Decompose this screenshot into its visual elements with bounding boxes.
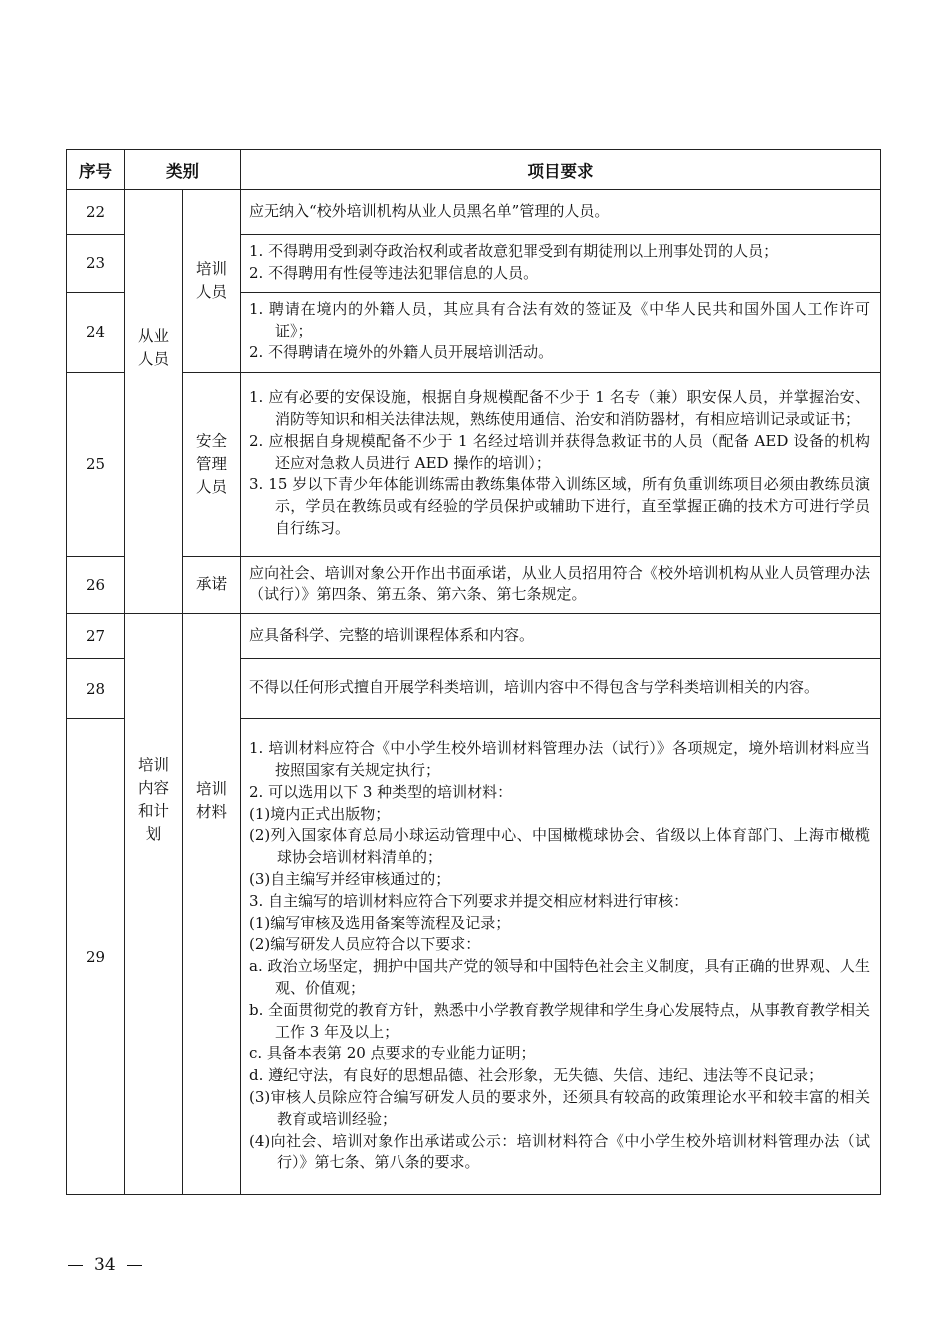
requirement-line: 3. 15 岁以下青少年体能训练需由教练集体带入训练区域，所有负重训练项目必须由教练员演示，学员在教练员或有经验的学员保护或辅助下进行，直至掌握正确的技术方可进行学员自行练习。	[249, 475, 870, 538]
requirement-line: 2. 应根据自身规模配备不少于 1 名经过培训并获得急救证书的人员（配备 AED 设备的机构还应对急救人员进行 AED 操作的培训）；	[249, 431, 870, 472]
requirement-cell	[241, 719, 881, 1195]
header-num: 序号	[67, 150, 125, 190]
category-commitment-label: 承诺	[195, 575, 227, 594]
category-training-staff	[183, 190, 241, 373]
requirement-line: a. 政治立场坚定，拥护中国共产党的领导和中国特色社会主义制度，具有正确的世界观、人生观、价值观；	[249, 957, 870, 997]
table-header-row	[67, 150, 881, 190]
category-staff-label: 从业人员	[137, 327, 169, 368]
requirement-line: (1)编写审核及选用备案等流程及记录；	[249, 913, 511, 932]
requirement-cell	[241, 614, 881, 659]
requirement-cell	[241, 292, 881, 372]
requirement-line: (3)自主编写并经审核通过的；	[249, 870, 451, 888]
requirement-line: 3. 自主编写的培训材料应符合下列要求并提交相应材料进行审核：	[249, 891, 689, 910]
category-content-plan-label: 培训内容和计划	[137, 756, 169, 844]
requirement-cell	[241, 190, 881, 235]
requirement-line: 1. 应有必要的安保设施，根据自身规模配备不少于 1 名专（兼）职安保人员，并掌握治安、消防等知识和相关法律法规，熟练使用通信、治安和消防器材，有相应培训记录或证书；	[249, 388, 870, 429]
row-number: 24	[67, 292, 125, 372]
requirement-line: b. 全面贯彻党的教育方针，熟悉中小学教育教学规律和学生身心发展特点，从事教育教学相关工作 3 年及以上；	[249, 1000, 870, 1041]
requirements-table	[66, 149, 881, 1195]
requirement-line: d. 遵纪守法，有良好的思想品德、社会形象，无失德、失信、违纪、违法等不良记录；	[249, 1066, 824, 1085]
requirement-line: 1. 聘请在境内的外籍人员，其应具有合法有效的签证及《中华人民共和国外国人工作许可证》；	[249, 299, 870, 340]
requirement-cell	[241, 556, 881, 614]
requirement-cell	[241, 659, 881, 719]
category-materials	[183, 614, 241, 1195]
category-safety-staff	[183, 372, 241, 556]
table-row	[67, 190, 881, 235]
category-safety-staff-label: 安全管理人员	[195, 431, 227, 496]
requirement-line: 应向社会、培训对象公开作出书面承诺，从业人员招用符合《校外培训机构从业人员管理办法（试行）》第四条、第五条、第六条、第七条规定。	[249, 563, 870, 604]
category-materials-label: 培训材料	[195, 780, 227, 822]
page-footer	[68, 1255, 142, 1275]
page-number: 34	[94, 1255, 116, 1275]
requirement-line: 应具备科学、完整的培训课程体系和内容。	[249, 625, 535, 644]
row-number: 22	[67, 190, 125, 235]
requirement-line: 应无纳入“校外培训机构从业人员黑名单”管理的人员。	[249, 201, 610, 220]
table-row	[67, 372, 881, 556]
table-row	[67, 556, 881, 614]
row-number: 29	[67, 719, 125, 1195]
row-number: 28	[67, 659, 125, 719]
requirement-line: c. 具备本表第 20 点要求的专业能力证明；	[249, 1044, 536, 1063]
requirement-line: (1)境内正式出版物；	[249, 804, 391, 823]
header-category: 类别	[125, 150, 241, 190]
requirement-line: 2. 不得聘用有性侵等违法犯罪信息的人员。	[249, 263, 539, 282]
row-number: 26	[67, 556, 125, 614]
requirement-line: 2. 不得聘请在境外的外籍人员开展培训活动。	[249, 343, 554, 362]
requirement-line: 1. 不得聘用受到剥夺政治权利或者故意犯罪受到有期徒刑以上刑事处罚的人员；	[249, 242, 779, 260]
category-training-staff-label: 培训人员	[195, 259, 227, 301]
row-number: 23	[67, 235, 125, 293]
footer-dash-right	[127, 1265, 142, 1267]
header-requirements: 项目要求	[241, 150, 881, 190]
requirement-line: 1. 培训材料应符合《中小学生校外培训材料管理办法（试行）》各项规定，境外培训材料应当按照国家有关规定执行；	[249, 739, 870, 780]
requirement-line: (3)审核人员除应符合编写研发人员的要求外，还须具有较高的政策理论水平和较丰富的相关教育或培训经验；	[249, 1087, 870, 1128]
requirements-table-container	[66, 149, 881, 1195]
row-number: 27	[67, 614, 125, 659]
row-number: 25	[67, 372, 125, 556]
requirement-line: 不得以任何形式擅自开展学科类培训，培训内容中不得包含与学科类培训相关的内容。	[249, 678, 820, 697]
category-content-plan	[125, 614, 183, 1195]
requirement-line: (4)向社会、培训对象作出承诺或公示：培训材料符合《中小学生校外培训材料管理办法（试行）》第七条、第八条的要求。	[249, 1131, 870, 1172]
requirement-line: (2)列入国家体育总局小球运动管理中心、中国橄榄球协会、省级以上体育部门、上海市橄榄球协会培训材料清单的；	[249, 826, 870, 867]
requirement-line: 2. 可以选用以下 3 种类型的培训材料：	[249, 782, 513, 801]
category-commitment	[183, 556, 241, 614]
requirement-cell	[241, 235, 881, 293]
footer-dash-left	[68, 1265, 83, 1267]
requirement-line: (2)编写研发人员应符合以下要求：	[249, 935, 481, 954]
table-row	[67, 614, 881, 659]
category-staff	[125, 190, 183, 614]
requirement-cell	[241, 372, 881, 556]
